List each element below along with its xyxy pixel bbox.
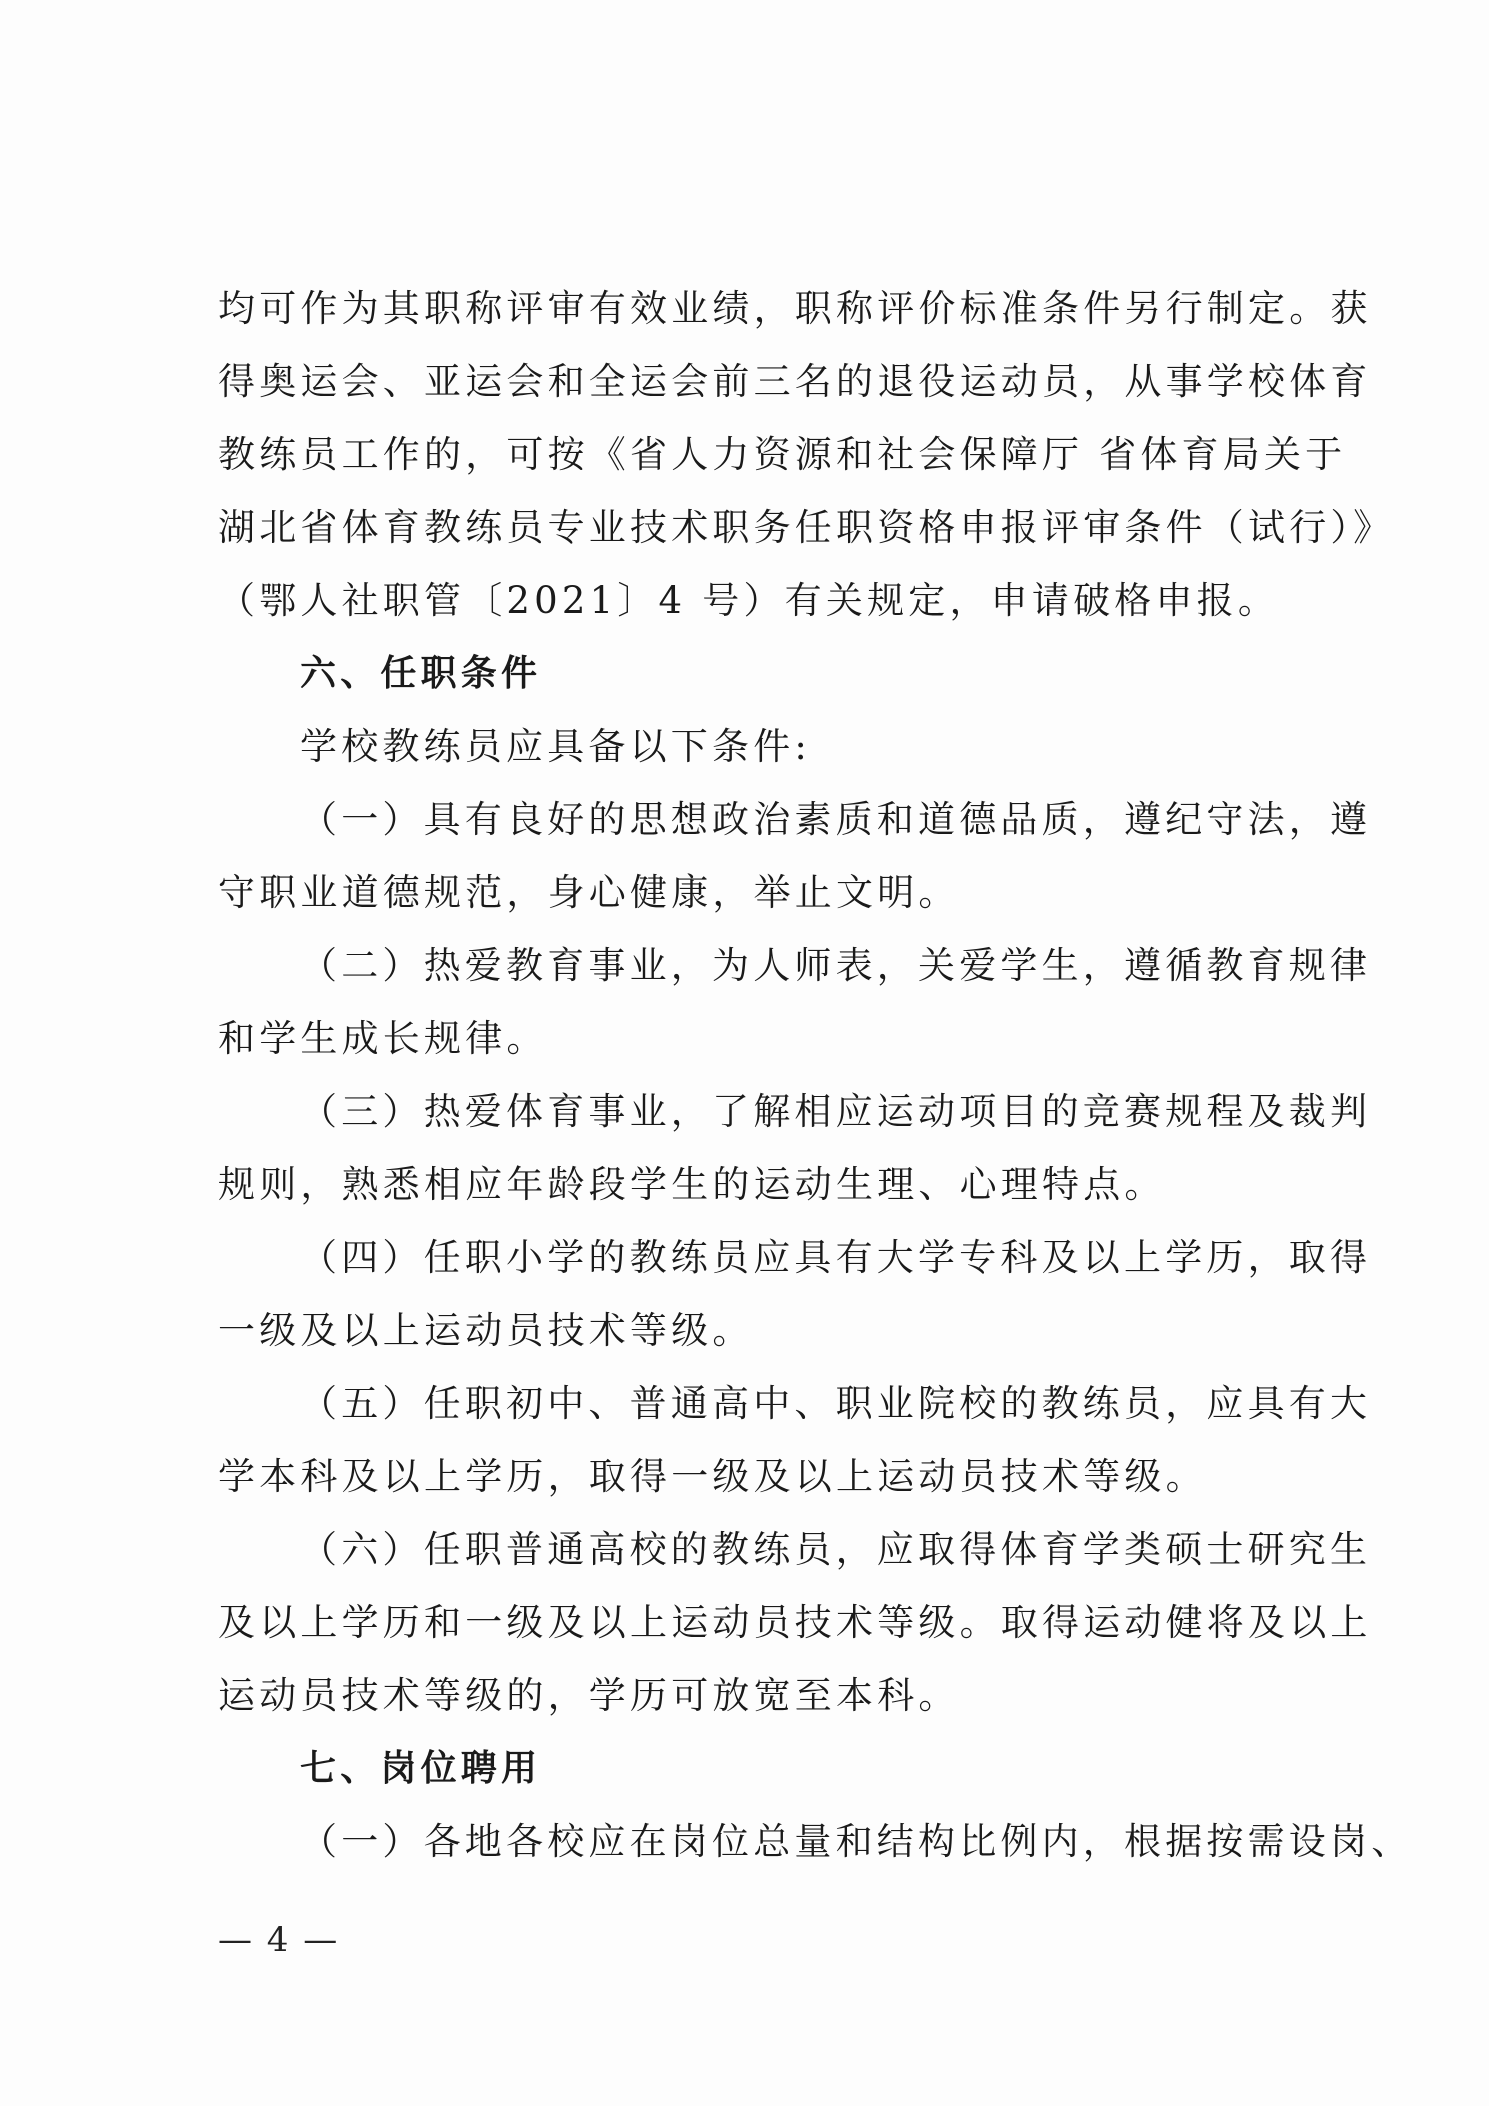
text-line: 得奥运会、亚运会和全运会前三名的退役运动员，从事学校体育: [218, 360, 1372, 403]
document-body: [218, 272, 1413, 1878]
text-line: 及以上学历和一级及以上运动员技术等级。取得运动健将及以上: [218, 1601, 1372, 1644]
text-line: （四）任职小学的教练员应具有大学专科及以上学历，取得: [300, 1236, 1372, 1279]
text-line: （鄂人社职管〔2021〕4 号）有关规定，申请破格申报。: [218, 579, 1280, 622]
text-line: （一）具有良好的思想政治素质和道德品质，遵纪守法，遵: [300, 798, 1372, 841]
text-line: 一级及以上运动员技术等级。: [218, 1309, 754, 1352]
text-line: （五）任职初中、普通高中、职业院校的教练员，应具有大: [300, 1382, 1372, 1425]
section-heading: 七、岗位聘用: [300, 1748, 542, 1789]
text-line: 均可作为其职称评审有效业绩，职称评价标准条件另行制定。获: [218, 287, 1372, 330]
text-line: （二）热爱教育事业，为人师表，关爱学生，遵循教育规律: [300, 944, 1372, 987]
text-line: 守职业道德规范，身心健康，举止文明。: [218, 871, 960, 914]
text-line: （一）各地各校应在岗位总量和结构比例内，根据按需设岗、: [300, 1820, 1413, 1863]
text-line: 教练员工作的，可按《省人力资源和社会保障厅 省体育局关于: [218, 433, 1347, 476]
section-heading: 六、任职条件: [300, 653, 542, 694]
text-line: 学本科及以上学历，取得一级及以上运动员技术等级。: [218, 1455, 1207, 1498]
page-number: — 4 —: [218, 1920, 340, 1960]
text-line: 运动员技术等级的，学历可放宽至本科。: [218, 1674, 960, 1717]
text-line: 和学生成长规律。: [218, 1017, 548, 1060]
text-line: （三）热爱体育事业，了解相应运动项目的竞赛规程及裁判: [300, 1090, 1372, 1133]
text-line: 学校教练员应具备以下条件:: [300, 725, 812, 768]
text-line: 湖北省体育教练员专业技术职务任职资格申报评审条件（试行）》: [218, 506, 1395, 549]
text-line: 规则，熟悉相应年龄段学生的运动生理、心理特点。: [218, 1163, 1166, 1206]
text-line: （六）任职普通高校的教练员，应取得体育学类硕士研究生: [300, 1528, 1372, 1571]
